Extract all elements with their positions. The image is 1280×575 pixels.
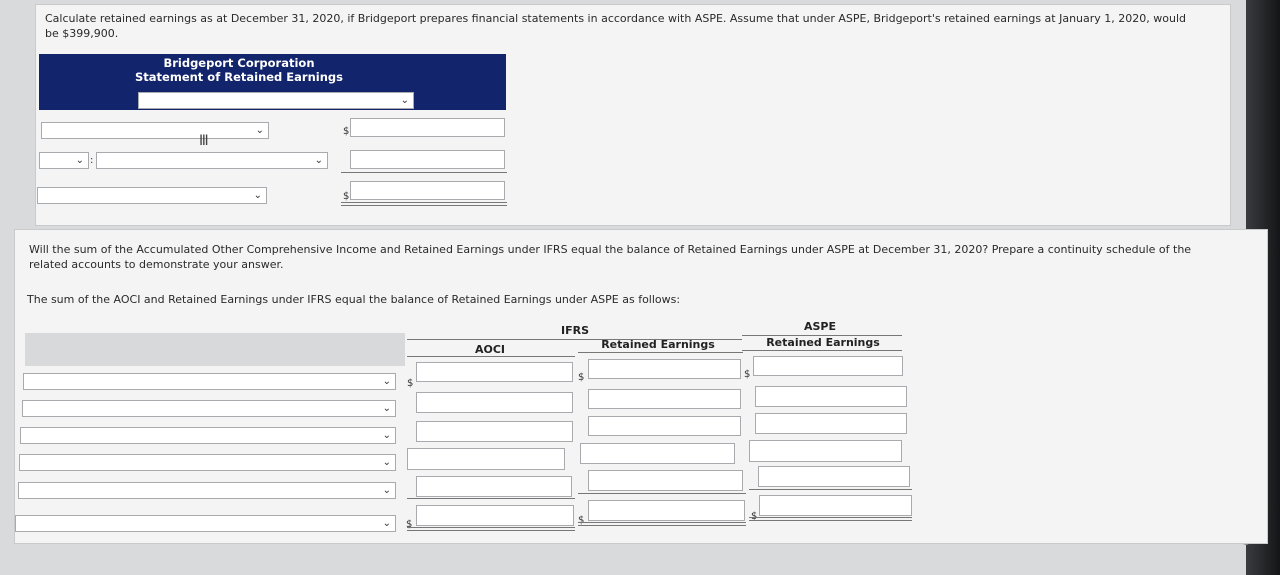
row2-amount-input[interactable] [350, 150, 505, 169]
statement-header [39, 54, 506, 110]
row2-ifrs-re-input[interactable] [588, 389, 741, 409]
schedule-row1-select[interactable] [23, 373, 396, 390]
row3-aspe-re-input[interactable] [755, 413, 907, 434]
row5-aspe-re-input[interactable] [758, 466, 910, 487]
row1-aoci-input[interactable] [416, 362, 573, 382]
subtotal-rule [407, 498, 575, 499]
row2-operator-select[interactable] [39, 152, 89, 169]
subtotal-rule [578, 493, 746, 494]
chevron-down-icon: ⌄ [382, 376, 391, 387]
header-band [25, 333, 405, 366]
col-aoci-rule [407, 356, 575, 357]
dollar-sign: $ [578, 372, 585, 383]
schedule-row2-select[interactable] [22, 400, 396, 417]
dollar-sign: $ [343, 191, 350, 202]
col-aspe-re-rule [742, 350, 902, 351]
row4-ifrs-re-input[interactable] [580, 443, 735, 464]
row2-account-select[interactable] [96, 152, 328, 169]
row1-account-select[interactable] [41, 122, 269, 139]
schedule-row4-select[interactable] [19, 454, 396, 471]
continuity-schedule-panel [14, 229, 1268, 544]
colon-separator: : [90, 155, 94, 166]
dollar-sign: $ [406, 519, 413, 530]
chevron-down-icon: ⌄ [382, 485, 391, 496]
dollar-sign: $ [407, 378, 414, 389]
row4-aoci-input[interactable] [407, 448, 565, 470]
question-text: Calculate retained earnings as at December 31, 2020, if Bridgeport prepares financial statements in accordance with ASPE. Assume that under ASPE, Bridgeport's retained earnings at January 1, 2020, would be $399,900. [45, 12, 1187, 40]
row3-total-input[interactable] [350, 181, 505, 200]
row5-ifrs-re-input[interactable] [588, 470, 743, 491]
total-double-underline [749, 517, 912, 521]
chevron-down-icon: ⌄ [255, 125, 264, 136]
row2-aoci-input[interactable] [416, 392, 573, 413]
row3-account-select[interactable] [37, 187, 267, 204]
row5-aoci-input[interactable] [416, 476, 572, 497]
chevron-down-icon: ⌄ [382, 403, 391, 414]
total-double-underline [578, 522, 746, 526]
row6-aoci-total-input[interactable] [416, 505, 574, 526]
text-cursor-icon: Ⅲ [199, 133, 209, 149]
dollar-sign: $ [343, 126, 350, 137]
row3-ifrs-re-input[interactable] [588, 416, 741, 436]
question-text-2: Will the sum of the Accumulated Other Comprehensive Income and Retained Earnings under IFRS equal the balance of Retained Earnings under ASPE at December 31, 2020? Prepare a continuity schedule of the related accounts to demonstrate your answer. [29, 243, 1192, 271]
col-aspe-re-header: Retained Earnings [766, 336, 880, 349]
subtotal-rule [749, 489, 912, 490]
col-ifrs-re-rule [578, 352, 743, 353]
underline [341, 172, 507, 173]
period-select[interactable] [138, 92, 414, 109]
total-double-underline [407, 527, 575, 531]
chevron-down-icon: ⌄ [400, 95, 409, 106]
row1-aspe-re-input[interactable] [753, 356, 903, 376]
dollar-sign: $ [744, 369, 751, 380]
row2-aspe-re-input[interactable] [755, 386, 907, 407]
row6-ifrs-re-total-input[interactable] [588, 500, 745, 521]
dollar-sign: $ [578, 515, 585, 526]
chevron-down-icon: ⌄ [253, 190, 262, 201]
aspe-header: ASPE [803, 320, 836, 333]
col-ifrs-re-header: Retained Earnings [601, 338, 715, 351]
ifrs-header: IFRS [561, 324, 589, 337]
row1-ifrs-re-input[interactable] [588, 359, 741, 379]
row3-aoci-input[interactable] [416, 421, 573, 442]
chevron-down-icon: ⌄ [382, 518, 391, 529]
retained-earnings-panel [35, 4, 1231, 226]
chevron-down-icon: ⌄ [75, 155, 84, 166]
statement-title: Statement of Retained Earnings [135, 70, 343, 84]
schedule-row3-select[interactable] [20, 427, 396, 444]
col-aoci-header: AOCI [474, 343, 506, 356]
row1-amount-input[interactable] [350, 118, 505, 137]
chevron-down-icon: ⌄ [382, 457, 391, 468]
double-underline [341, 202, 507, 206]
row4-aspe-re-input[interactable] [749, 440, 902, 462]
chevron-down-icon: ⌄ [382, 430, 391, 441]
chevron-down-icon: ⌄ [314, 155, 323, 166]
dollar-sign: $ [751, 511, 758, 522]
schedule-row6-select[interactable] [15, 515, 396, 532]
row6-aspe-re-total-input[interactable] [759, 495, 912, 516]
instruction-text: The sum of the AOCI and Retained Earnings under IFRS equal the balance of Retained Earnings under ASPE as follows: [27, 293, 681, 306]
company-name: Bridgeport Corporation [163, 56, 315, 70]
schedule-row5-select[interactable] [18, 482, 396, 499]
